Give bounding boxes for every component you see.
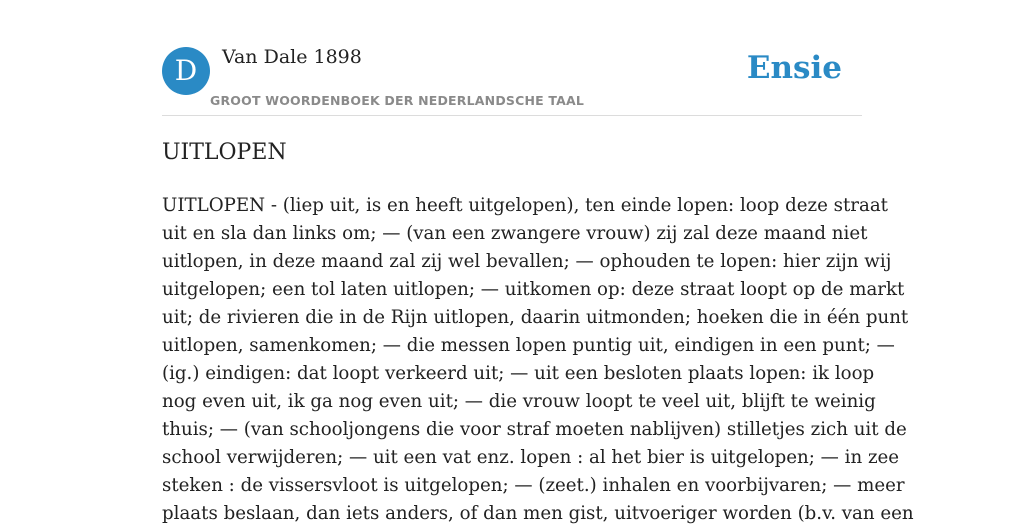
entry-line: thuis; — (van schooljongens die voor straf moeten nablijven) stilletjes zich uit de xyxy=(162,419,907,440)
entry-line: UITLOPEN - (liep uit, is en heeft uitgelopen), ten einde lopen: loop deze straat xyxy=(162,195,888,216)
dictionary-title[interactable]: Van Dale 1898 xyxy=(222,46,362,68)
entry-line: uit en sla dan links om; — (van een zwangere vrouw) zij zal deze maand niet xyxy=(162,223,868,244)
entry-line: uitgelopen; een tol laten uitlopen; — uitkomen op: deze straat loopt op de markt xyxy=(162,279,905,300)
entry-line: steken : de vissersvloot is uitgelopen; — (zeet.) inhalen en voorbijvaren; — meer xyxy=(162,475,905,496)
page-header xyxy=(162,46,862,116)
brand-logo[interactable]: Ensie xyxy=(746,50,842,86)
dictionary-subtitle: GROOT WOORDENBOEK DER NEDERLANDSCHE TAAL xyxy=(210,93,585,108)
entry-line: (ig.) eindigen: dat loopt verkeerd uit; — uit een besloten plaats lopen: ik loop xyxy=(162,363,875,384)
entry-line: nog even uit, ik ga nog even uit; — die vrouw loopt te veel uit, blijft te weinig xyxy=(162,391,876,412)
dictionary-logo[interactable]: D xyxy=(162,47,210,95)
entry-line: school verwijderen; — uit een vat enz. lopen : al het bier is uitgelopen; — in zee xyxy=(162,447,900,468)
entry-headword: UITLOPEN xyxy=(162,140,287,165)
entry-line: uitlopen, in deze maand zal zij wel bevallen; — ophouden te lopen: hier zijn wij xyxy=(162,251,892,272)
entry-definition xyxy=(162,192,914,528)
entry-line: uit; de rivieren die in de Rijn uitlopen, daarin uitmonden; hoeken die in één punt xyxy=(162,307,909,328)
entry-line: plaats beslaan, dan iets anders, of dan men gist, uitvoeriger worden (b.v. van een xyxy=(162,503,914,524)
entry-line: uitlopen, samenkomen; — die messen lopen puntig uit, eindigen in een punt; — xyxy=(162,335,895,356)
header-divider xyxy=(162,115,862,116)
